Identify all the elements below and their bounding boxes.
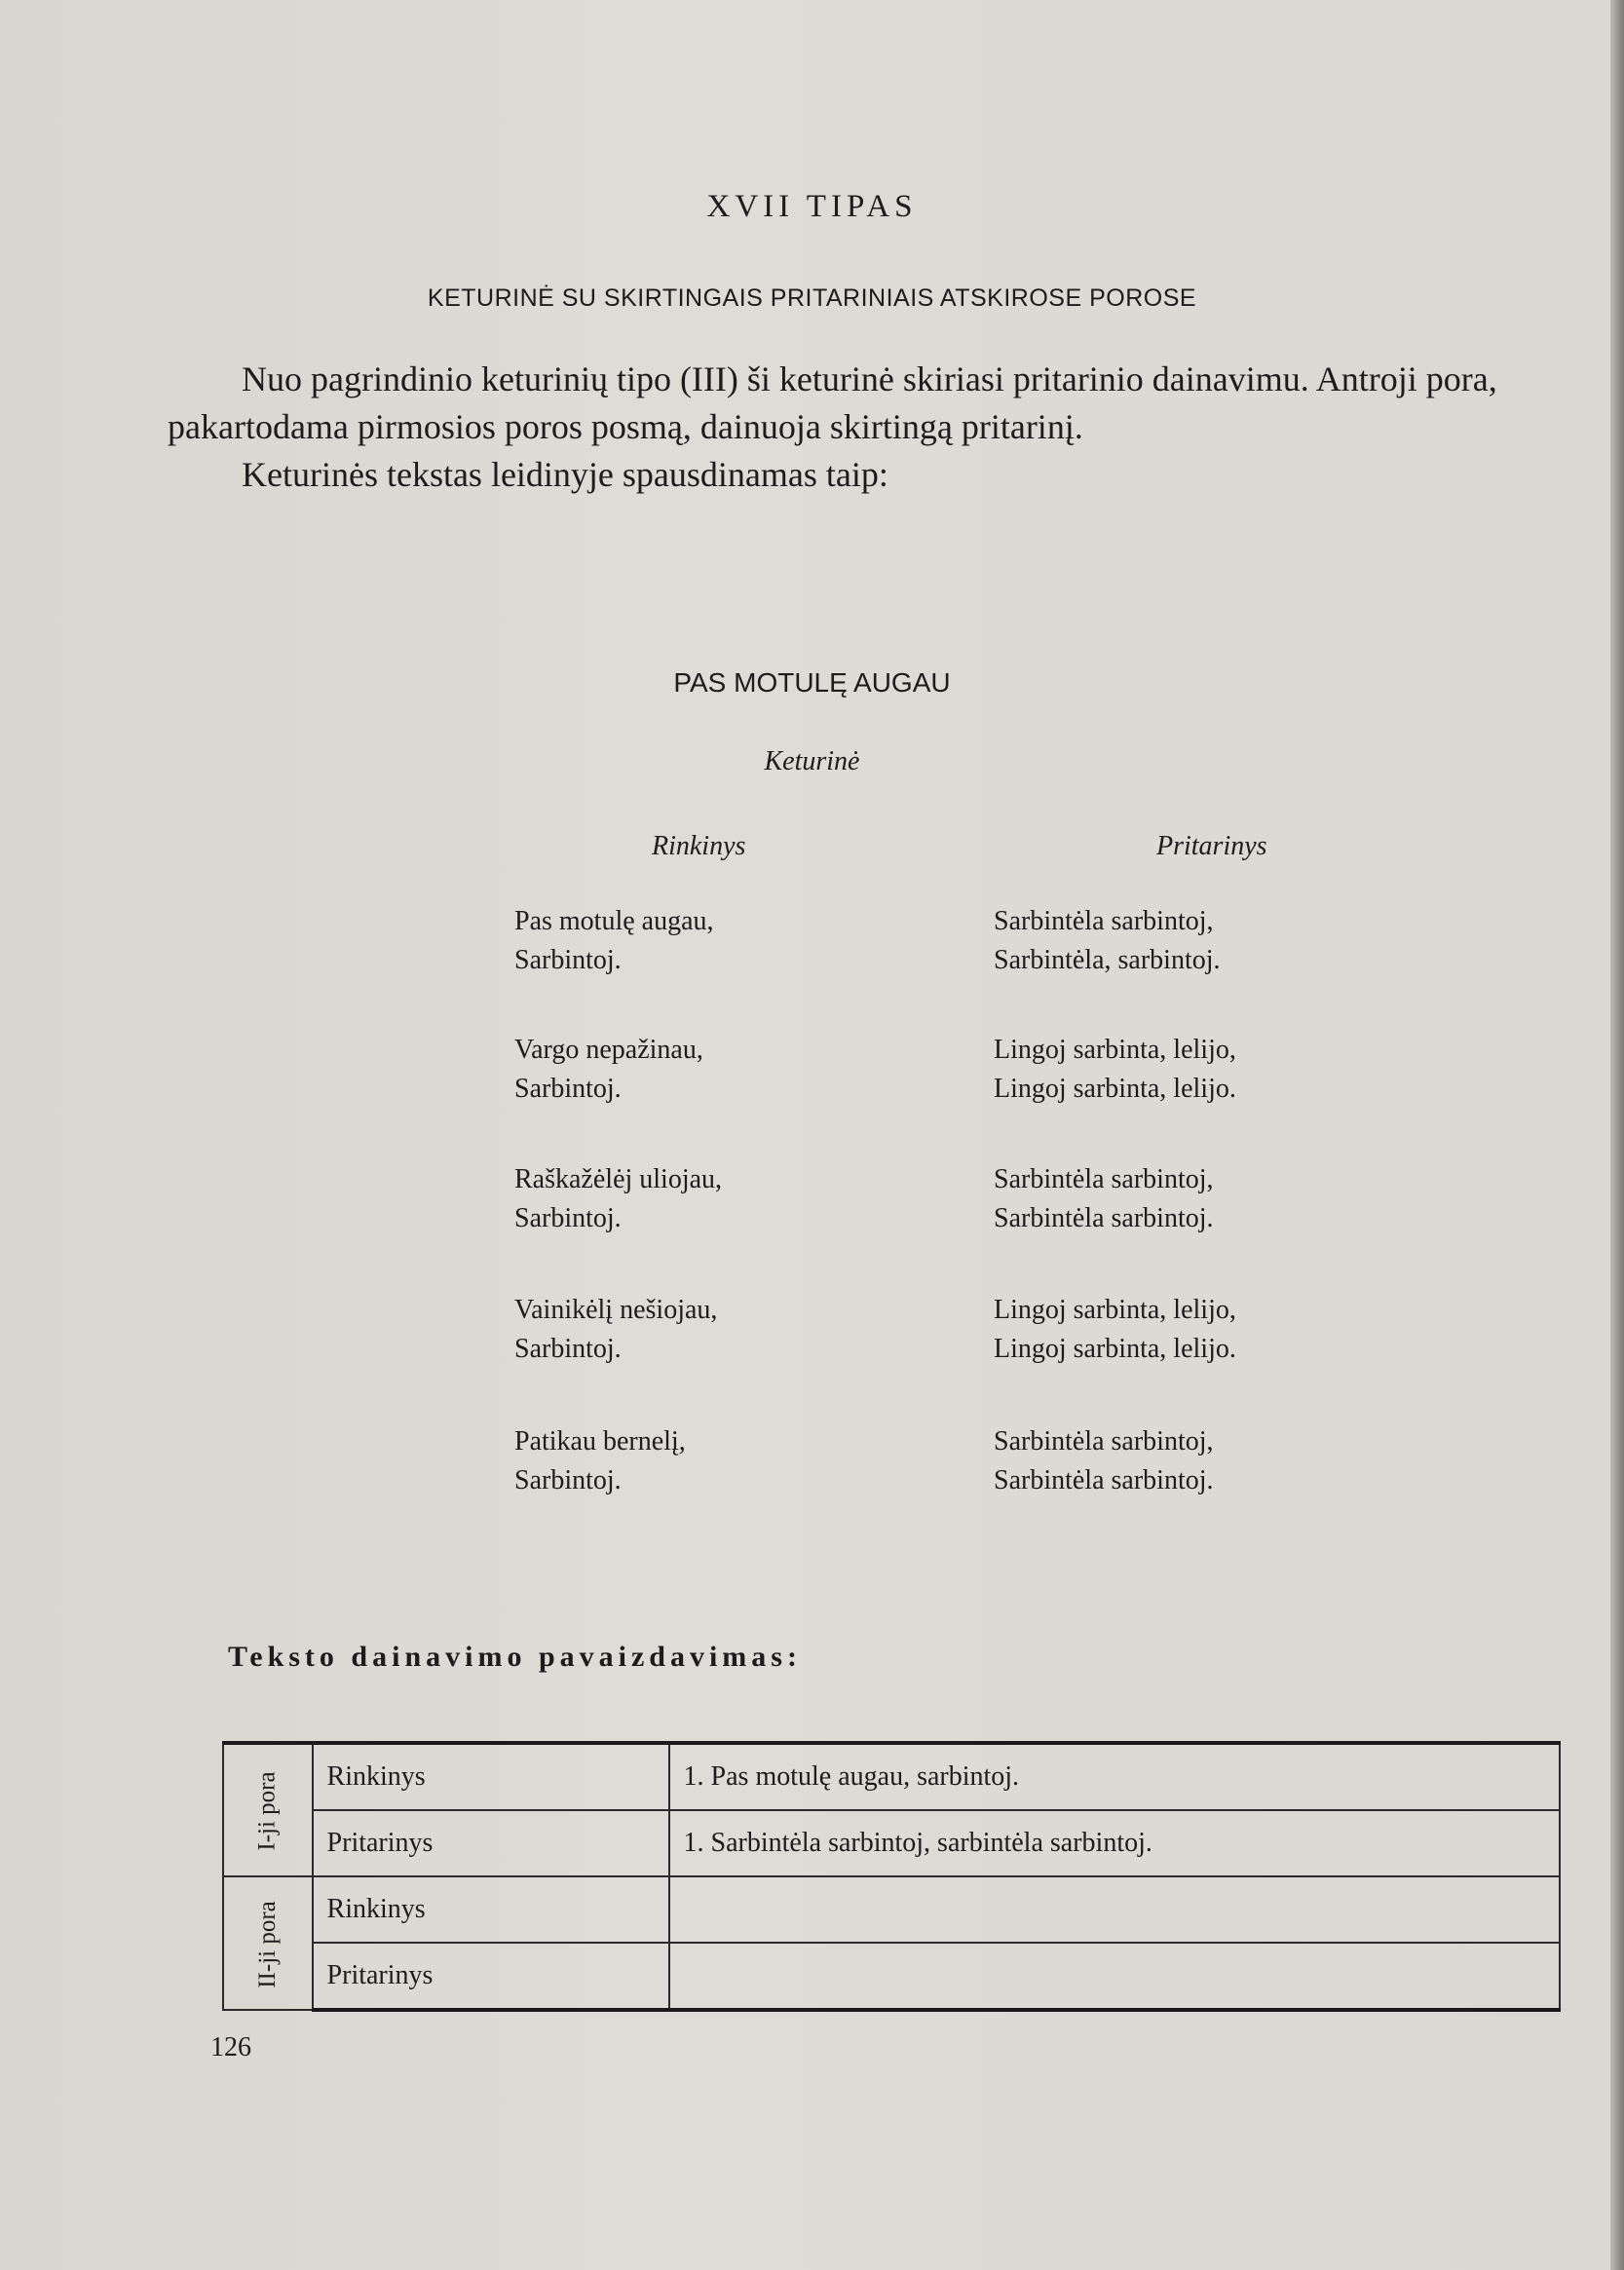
intro-text-2: Keturinės tekstas leidinyje spausdinamas taip: (242, 455, 888, 494)
stanza-2-rinkinys (514, 1031, 703, 1109)
text-cell (669, 1943, 1560, 2010)
page-number: 126 (210, 2032, 251, 2062)
verse-line: Sarbintėla sarbintoj, (994, 1426, 1214, 1457)
intro-text: Nuo pagrindinio keturinių tipo (III) ši keturinė skiriasi pritarinio dainavimu. Antroji pora, pakartodama pirmosios poros posmą, dainuoja skirtingą pritarinį. (168, 359, 1497, 446)
verse-line: Sarbintoj. (514, 1465, 622, 1495)
verse-line: Sarbintoj. (514, 1334, 622, 1364)
song-form: Keturinė (764, 746, 860, 776)
stanza-2-pritarinys (994, 1031, 1236, 1109)
verse-line: Sarbintėla sarbintoj. (994, 1465, 1214, 1495)
type-heading: XVII TIPAS (706, 189, 918, 224)
verse-line: Raškažėlėj uliojau, (514, 1164, 723, 1194)
role-cell: Pritarinys (313, 1810, 669, 1876)
stanza-1-pritarinys (994, 902, 1221, 980)
singing-scheme-table (222, 1741, 1561, 2012)
table-row (223, 1743, 1560, 1810)
stanza-1-rinkinys (514, 902, 714, 980)
role-cell: Rinkinys (313, 1876, 669, 1943)
verse-line: Lingoj sarbinta, lelijo, (994, 1035, 1236, 1065)
verse-line: Sarbintėla sarbintoj, (994, 906, 1214, 936)
role-cell: Rinkinys (313, 1743, 669, 1810)
verse-line: Lingoj sarbinta, lelijo, (994, 1295, 1236, 1325)
text-cell: 1. Pas motulę augau, sarbintoj. (669, 1743, 1560, 1810)
pair-label-cell (223, 1743, 313, 1876)
verse-line: Patikau bernelį, (514, 1426, 686, 1457)
table-row (223, 1810, 1560, 1876)
pair-label-cell (223, 1876, 313, 2010)
table-row (223, 1876, 1560, 1943)
stanza-5-rinkinys (514, 1422, 686, 1500)
stanza-4-rinkinys (514, 1291, 717, 1369)
intro-paragraph (168, 356, 1576, 499)
verse-line: Sarbintėla sarbintoj. (994, 1203, 1214, 1233)
demo-heading: Teksto dainavimo pavaizdavimas: (228, 1641, 802, 1673)
column-header-rinkinys: Rinkinys (652, 831, 746, 861)
stanza-4-pritarinys (994, 1291, 1236, 1369)
page-edge-shadow (1610, 0, 1624, 2270)
table-row (223, 1943, 1560, 2010)
stanza-5-pritarinys (994, 1422, 1214, 1500)
stanza-3-pritarinys (994, 1160, 1214, 1238)
verse-line: Pas motulę augau, (514, 906, 714, 936)
verse-line: Sarbintoj. (514, 945, 622, 975)
column-header-pritarinys: Pritarinys (1156, 831, 1267, 861)
verse-line: Lingoj sarbinta, lelijo. (994, 1334, 1236, 1364)
verse-line: Lingoj sarbinta, lelijo. (994, 1074, 1236, 1104)
stanza-3-rinkinys (514, 1160, 722, 1238)
pair-label: I-ji pora (253, 1771, 281, 1851)
text-cell (669, 1876, 1560, 1943)
type-subheading: KETURINĖ SU SKIRTINGAIS PRITARINIAIS ATSKIROSE POROSE (427, 284, 1197, 312)
verse-line: Sarbintoj. (514, 1074, 622, 1104)
verse-line: Vargo nepažinau, (514, 1035, 703, 1065)
verse-line: Vainikėlį nešiojau, (514, 1295, 718, 1325)
role-cell: Pritarinys (313, 1943, 669, 2010)
verse-line: Sarbintėla, sarbintoj. (994, 945, 1221, 975)
text-cell: 1. Sarbintėla sarbintoj, sarbintėla sarbintoj. (669, 1810, 1560, 1876)
verse-line: Sarbintėla sarbintoj, (994, 1164, 1214, 1194)
song-title: PAS MOTULĘ AUGAU (673, 667, 951, 698)
pair-label: II-ji pora (253, 1900, 281, 1988)
verse-line: Sarbintoj. (514, 1203, 622, 1233)
